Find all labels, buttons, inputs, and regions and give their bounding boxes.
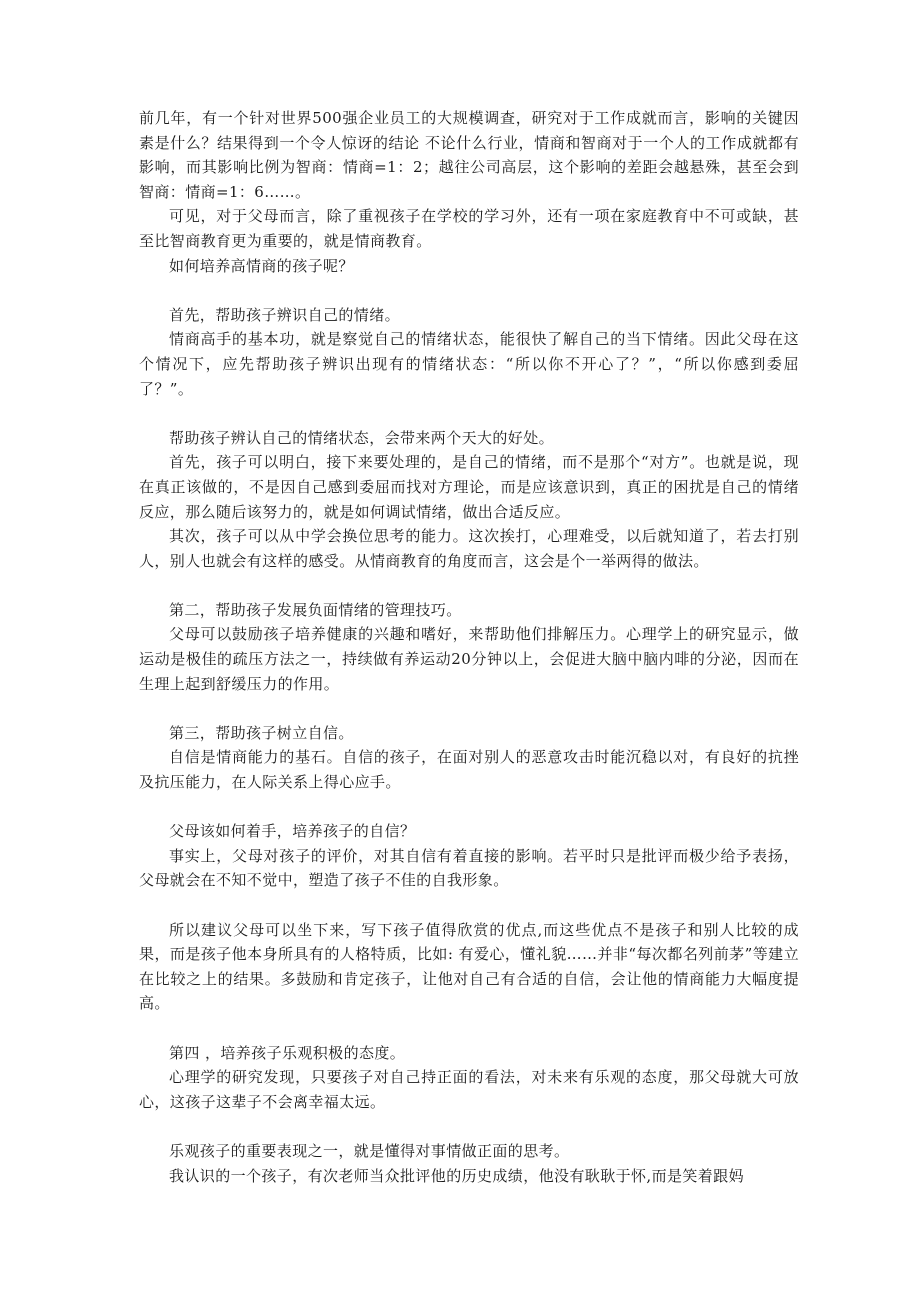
blank-line: [139, 1016, 799, 1041]
paragraph-two-benefits: 帮助孩子辨认自己的情绪状态，会带来两个天大的好处。: [169, 428, 555, 447]
blank-line: [139, 573, 799, 598]
paragraph-write-strengths: 所以建议父母可以坐下来，写下孩子值得欣赏的优点,而这些优点不是孩子和别人比较的成果，而是孩子他本身所具有的人格特质，比如: 有爱心，懂礼貌……并非“每次都名列前茅”等建立在比较之上的结果。多鼓励和肯定孩子，让他对自己有合适的自信，会让他的情商能力大幅度提高。: [139, 920, 799, 1013]
blank-line: [139, 696, 799, 721]
blank-line: [139, 1114, 799, 1139]
paragraph-benefit-one: 首先，孩子可以明白，接下来要处理的，是自己的情绪，而不是那个“对方”。也就是说，现在真正该做的，不是因自己感到委屈而找对方理论，而是应该意识到，真正的困扰是自己的情绪反应，那么随后该努力的，就是如何调试情绪，做出合适反应。: [139, 453, 799, 521]
paragraph-question: 如何培养高情商的孩子呢？: [169, 256, 354, 275]
paragraph-benefit-two: 其次，孩子可以从中学会换位思考的能力。这次挨打，心理难受，以后就知道了，若去打别人，别人也就会有这样的感受。从情商教育的角度而言，这会是个一举两得的做法。: [139, 527, 799, 570]
paragraph-example-child: 我认识的一个孩子，有次老师当众批评他的历史成绩，他没有耿耿于怀,而是笑着跟妈: [169, 1166, 744, 1185]
heading-fourth: 第四 ，培养孩子乐观积极的态度。: [169, 1043, 406, 1062]
paragraph-identify-emotion: 情商高手的基本功，就是察觉自己的情绪状态，能很快了解自己的当下情绪。因此父母在这个情况下，应先帮助孩子辨识出现有的情绪状态：“所以你不开心了？”，“所以你感到委屈了？”。: [139, 330, 799, 398]
document-body: [139, 106, 799, 1188]
paragraph-confidence: 自信是情商能力的基石。自信的孩子，在面对别人的恶意攻击时能沉稳以对，有良好的抗挫及抗压能力，在人际关系上得心应手。: [139, 748, 799, 792]
paragraph-conclusion: 可见，对于父母而言，除了重视孩子在学校的学习外，还有一项在家庭教育中不可或缺，甚至比智商教育更为重要的，就是情商教育。: [139, 207, 799, 250]
blank-line: [139, 795, 799, 820]
paragraph-stress-relief: 父母可以鼓励孩子培养健康的兴趣和嗜好，来帮助他们排解压力。心理学上的研究显示，做运动是极佳的疏压方法之一，持续做有养运动20分钟以上，会促进大脑中脑内啡的分泌，因而在生理上起到舒缓压力的作用。: [139, 625, 799, 693]
heading-first: 首先，帮助孩子辨识自己的情绪。: [169, 305, 401, 324]
paragraph-how-confidence: 父母该如何着手，培养孩子的自信？: [169, 822, 416, 841]
paragraph-parent-evaluation: 事实上，父母对孩子的评价，对其自信有着直接的影响。若平时只是批评而极少给予表扬，父母就会在不知不觉中，塑造了孩子不佳的自我形象。: [139, 846, 799, 890]
paragraph-optimism-research: 心理学的研究发现，只要孩子对自己持正面的看法，对未来有乐观的态度，那父母就大可放心，这孩子这辈子不会离幸福太远。: [139, 1068, 799, 1111]
blank-line: [139, 893, 799, 918]
blank-line: [139, 278, 799, 303]
paragraph-positive-thinking: 乐观孩子的重要表现之一，就是懂得对事情做正面的思考。: [169, 1141, 570, 1160]
paragraph-intro-survey: 前几年，有一个针对世界500强企业员工的大规模调查，研究对于工作成就而言，影响的关键因素是什么？结果得到一个令人惊讶的结论 不论什么行业，情商和智商对于一个人的工作成就都有影响，而其影响比例为智商：情商=1：2；越往公司高层，这个影响的差距会越悬殊，甚至会到智商：情商=1：6……。: [139, 109, 799, 201]
heading-second: 第二，帮助孩子发展负面情绪的管理技巧。: [169, 600, 462, 619]
heading-third: 第三，帮助孩子树立自信。: [169, 723, 354, 742]
blank-line: [139, 401, 799, 426]
